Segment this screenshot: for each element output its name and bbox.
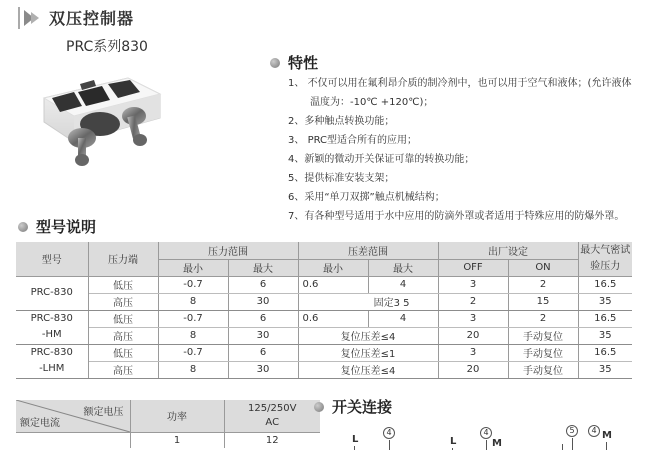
on-cell: 手动复位 [508, 361, 578, 378]
off-cell: 20 [438, 327, 508, 344]
pressure-max-cell: 30 [228, 293, 298, 310]
wire-line [606, 442, 607, 450]
on-cell: 手动复位 [508, 327, 578, 344]
wiring-diagrams [340, 424, 652, 450]
off-cell: 3 [438, 344, 508, 361]
terminal-label-m: M [602, 430, 612, 441]
features-heading-text: 特性 [288, 54, 319, 72]
header-on: ON [508, 259, 578, 276]
wire-line [562, 444, 563, 450]
off-cell: 20 [438, 361, 508, 378]
model-cell: PRC-830 [16, 276, 88, 310]
pressure-min-cell: 8 [158, 327, 228, 344]
diff-merged-cell: 固定3 5 [298, 293, 438, 310]
bullet-dot-icon [314, 402, 324, 412]
feature-item: 3、 PRC型适合所有的应用； [288, 135, 418, 146]
header-diff-range: 压差范围 [298, 242, 438, 259]
table-row [16, 327, 632, 344]
test-pressure-cell: 35 [578, 293, 632, 310]
port-cell: 低压 [88, 310, 158, 327]
off-cell: 3 [438, 310, 508, 327]
header-port: 压力端 [88, 242, 158, 276]
terminal-label-m: M [492, 438, 502, 449]
diff-max-cell: 4 [368, 276, 438, 293]
header-max-test-pressure: 最大气密试验压力 [578, 242, 632, 276]
feature-item: 6、采用“单刀双掷”触点机械结构； [288, 192, 445, 203]
feature-item: 1、 不仅可以用在氟利昂介质的制冷剂中，也可以用于空气和液体；(允许液体 [288, 78, 632, 89]
table-row [16, 310, 632, 327]
product-photo [38, 72, 168, 172]
features-list [288, 74, 631, 226]
rating-diagonal-header [16, 400, 130, 432]
test-pressure-cell: 16.5 [578, 310, 632, 327]
page-subtitle: PRC系列830 [66, 39, 148, 55]
port-cell: 高压 [88, 327, 158, 344]
header-voltage: 125/250V AC [224, 400, 320, 432]
wire-line [572, 438, 573, 450]
diff-min-cell: 0.6 [298, 310, 368, 327]
off-cell: 2 [438, 293, 508, 310]
header-max: 最大 [368, 259, 438, 276]
model-section-heading-text: 型号说明 [36, 218, 97, 236]
title-arrow-icon-secondary [31, 12, 39, 24]
page-title: 双压控制器 [49, 9, 135, 28]
terminal-label-l: L [450, 436, 457, 447]
header-factory-setting: 出厂设定 [438, 242, 578, 259]
wire-line [389, 440, 390, 450]
port-cell: 高压 [88, 293, 158, 310]
table-row [16, 276, 632, 293]
model-spec-table [16, 242, 632, 379]
pressure-max-cell: 30 [228, 361, 298, 378]
feature-item: 4、新颖的微动开关保证可靠的转换功能； [288, 154, 475, 165]
diff-merged-cell: 复位压差≤1 [298, 344, 438, 361]
power-value: 1 [130, 432, 224, 448]
model-cell: PRC-830 -HM [16, 310, 88, 344]
test-pressure-cell: 16.5 [578, 344, 632, 361]
diff-merged-cell: 复位压差≤4 [298, 327, 438, 344]
terminal-4-icon: 4 [480, 427, 492, 439]
header-min: 最小 [158, 259, 228, 276]
port-cell: 高压 [88, 361, 158, 378]
diff-merged-cell: 复位压差≤4 [298, 361, 438, 378]
model-cell: PRC-830 -LHM [16, 344, 88, 378]
rated-current-label: 额定电流 [20, 417, 60, 429]
header-min: 最小 [298, 259, 368, 276]
rated-voltage-label: 额定电压 [83, 407, 124, 418]
pressure-max-cell: 6 [228, 310, 298, 327]
pressure-min-cell: 8 [158, 293, 228, 310]
test-pressure-cell: 35 [578, 361, 632, 378]
terminal-5-icon: 5 [566, 425, 578, 437]
rating-table [16, 400, 320, 448]
feature-item: 5、提供标准安装支架； [288, 173, 395, 184]
header-pressure-range: 压力范围 [158, 242, 298, 259]
document-title-block [18, 6, 148, 55]
bullet-dot-icon [18, 222, 28, 232]
feature-item-continuation: 温度为：-10℃ +120℃)； [310, 97, 434, 108]
empty-cell [16, 432, 130, 448]
port-cell: 低压 [88, 344, 158, 361]
diff-max-cell: 4 [368, 310, 438, 327]
wiring-heading [314, 396, 392, 417]
pressure-min-cell: 8 [158, 361, 228, 378]
on-cell: 2 [508, 310, 578, 327]
on-cell: 15 [508, 293, 578, 310]
feature-item: 7、有各种型号适用于水中应用的防滴外罩或者适用于特殊应用的防爆外罩。 [288, 211, 625, 222]
pressure-min-cell: -0.7 [158, 276, 228, 293]
bullet-dot-icon [270, 58, 280, 68]
table-row [16, 432, 320, 448]
title-bar-decoration [18, 7, 20, 29]
pressure-max-cell: 6 [228, 344, 298, 361]
test-pressure-cell: 16.5 [578, 276, 632, 293]
on-cell: 2 [508, 276, 578, 293]
diff-min-cell: 0.6 [298, 276, 368, 293]
features-heading [270, 52, 318, 73]
port-cell: 低压 [88, 276, 158, 293]
test-pressure-cell: 35 [578, 327, 632, 344]
pressure-max-cell: 6 [228, 276, 298, 293]
model-section-heading [18, 216, 96, 237]
terminal-4-icon: 4 [383, 427, 395, 439]
terminal-label-l: L [352, 434, 359, 445]
header-off: OFF [438, 259, 508, 276]
off-cell: 3 [438, 276, 508, 293]
header-power: 功率 [130, 400, 224, 432]
terminal-4-icon: 4 [588, 425, 600, 437]
wire-line [486, 440, 487, 450]
wiring-heading-text: 开关连接 [332, 398, 393, 416]
feature-item: 2、多种触点转换功能； [288, 116, 395, 127]
current-value: 12 [265, 434, 279, 446]
pressure-max-cell: 30 [228, 327, 298, 344]
table-row [16, 293, 632, 310]
wire-line [354, 446, 355, 450]
on-cell: 手动复位 [508, 344, 578, 361]
header-model: 型号 [16, 242, 88, 276]
table-row [16, 344, 632, 361]
pressure-min-cell: -0.7 [158, 310, 228, 327]
table-row [16, 361, 632, 378]
header-max: 最大 [228, 259, 298, 276]
pressure-min-cell: -0.7 [158, 344, 228, 361]
